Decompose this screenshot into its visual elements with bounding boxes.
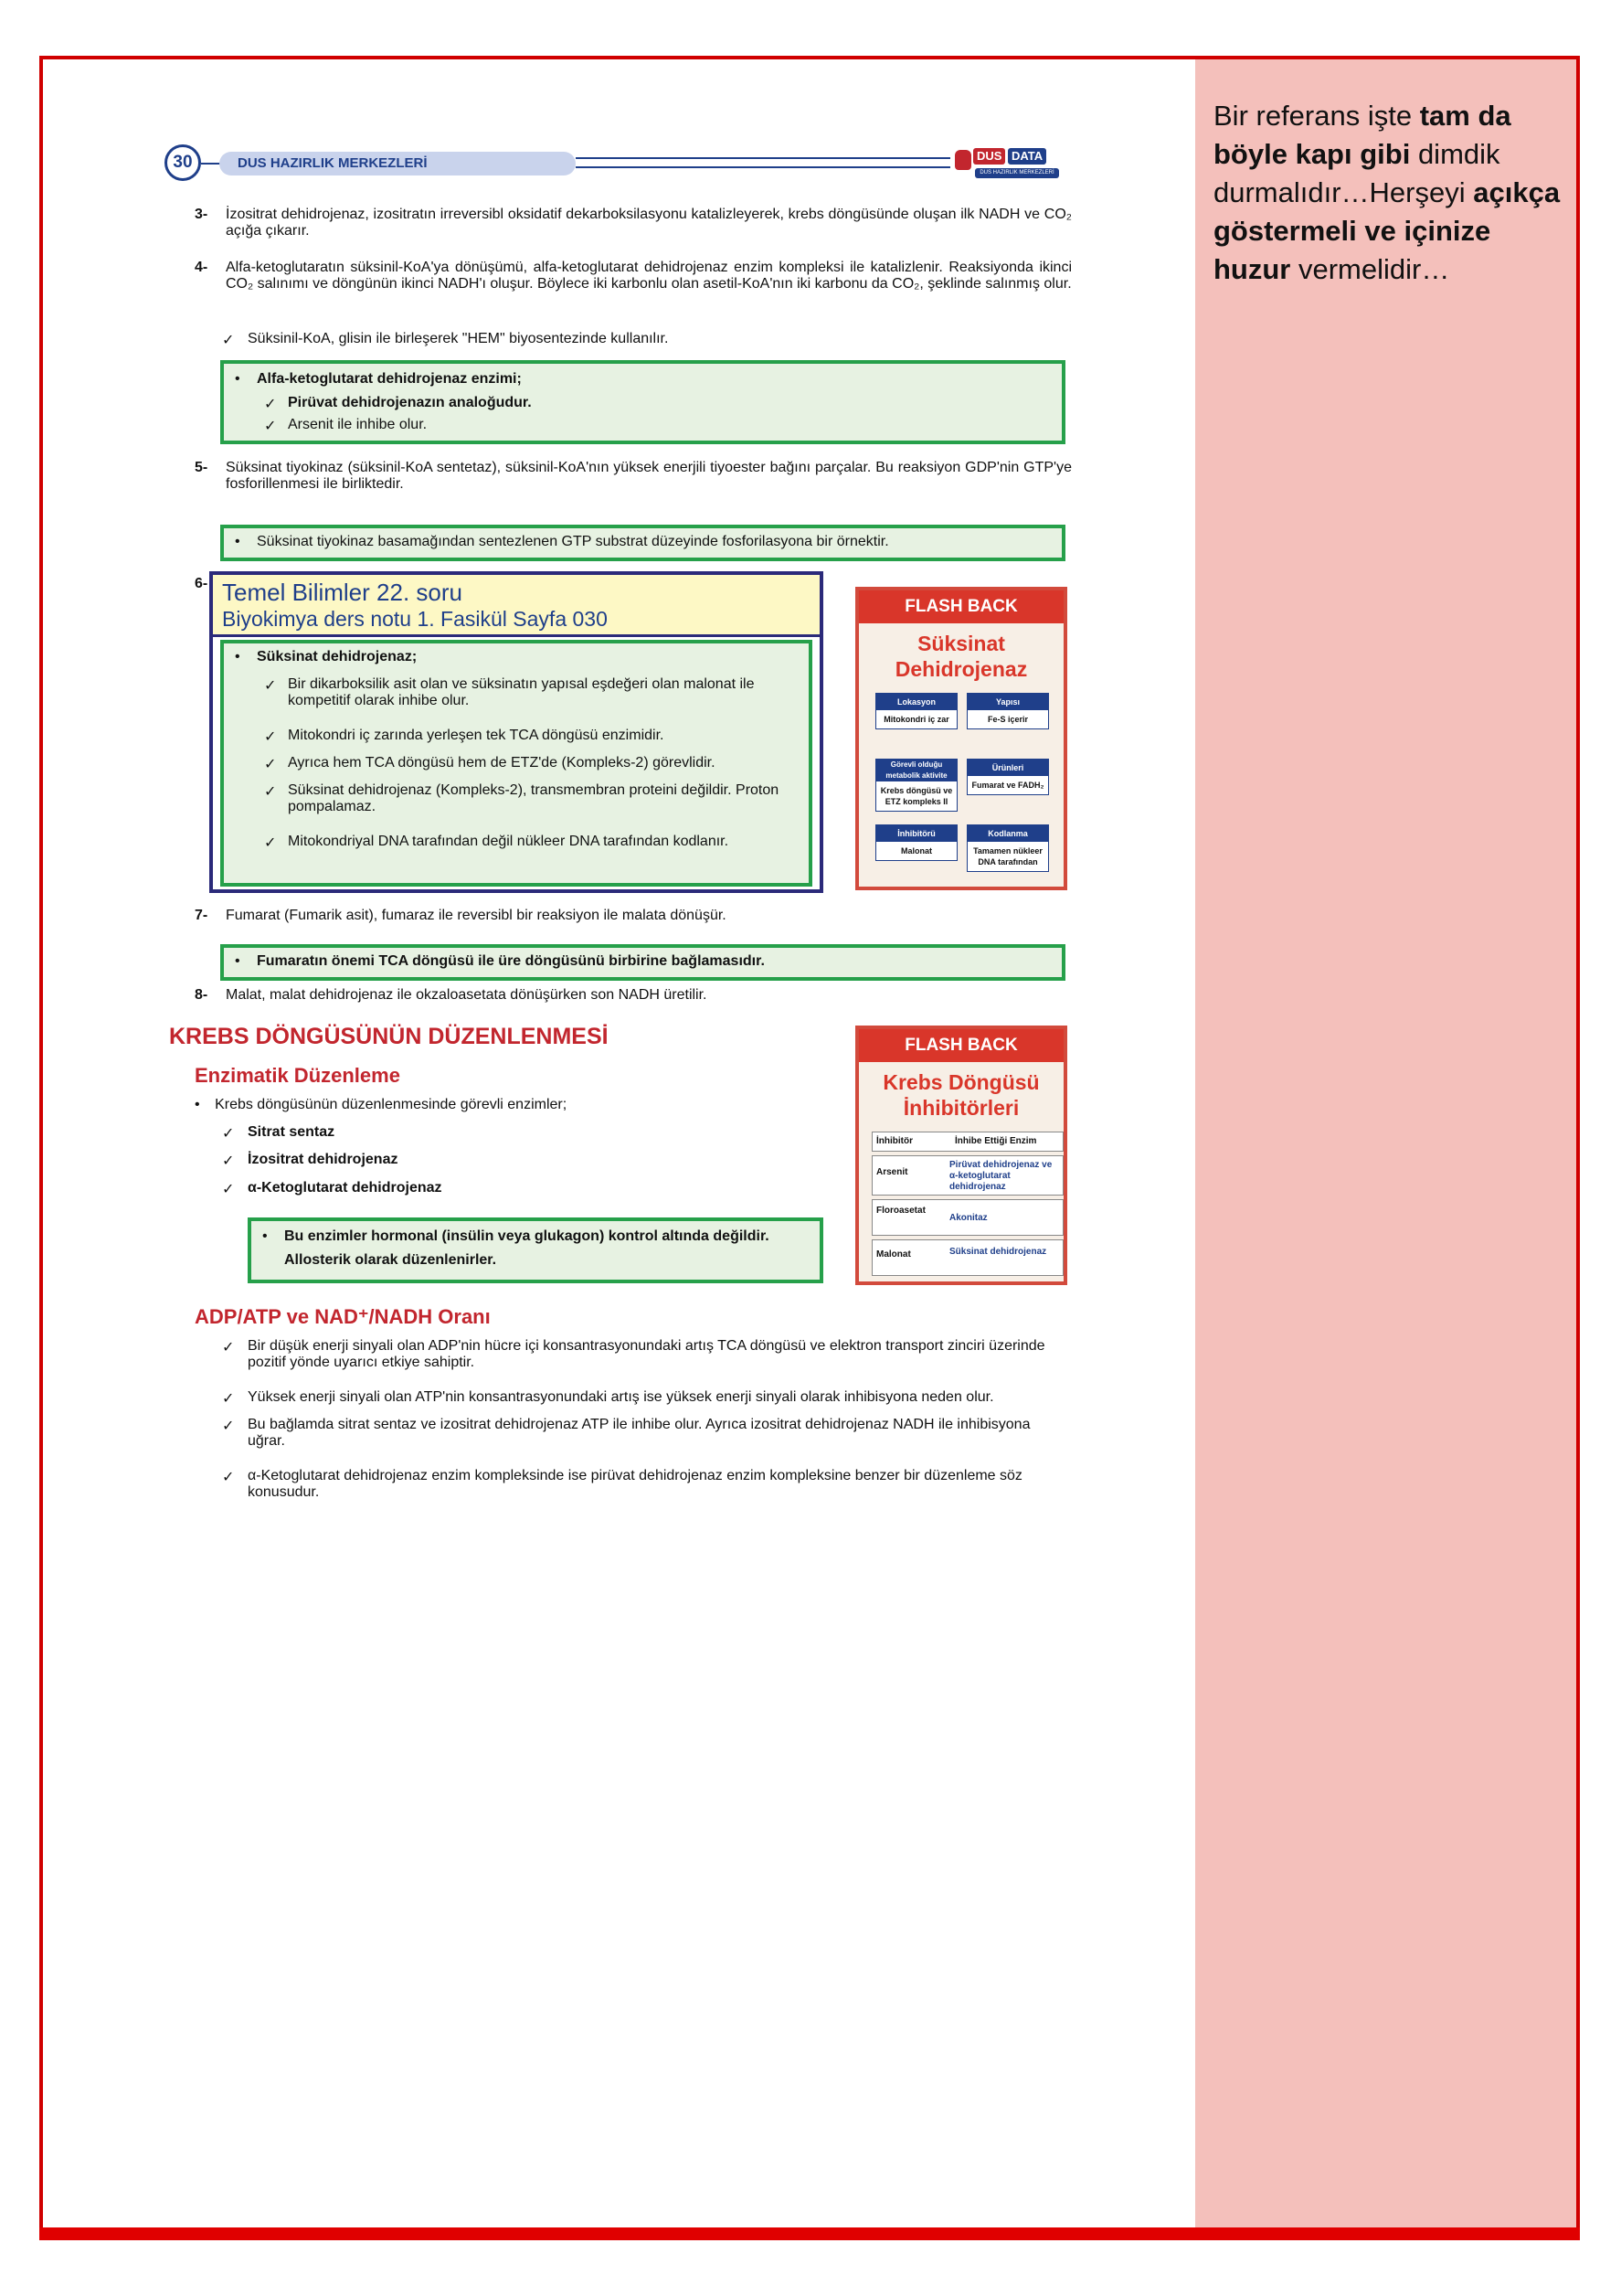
bullet-item [195,1097,567,1113]
item-number: 6- [195,576,208,591]
check-icon: ✓ [222,1153,235,1169]
check-text: Süksinil-KoA, glisin ile birleşerek "HEM" biyosentezinde kullanılır. [248,331,669,346]
flashback-cell [875,693,958,729]
bullet-icon: • [235,953,240,969]
bullet-icon: • [235,649,240,664]
flashback-header: FLASH BACK [859,590,1064,623]
dusdata-logo [955,144,1065,185]
table-cell: Malonat [876,1249,911,1260]
note-box [220,360,1065,444]
column-header: İnhibe Ettiği Enzim [955,1136,1037,1146]
flashback-header: FLASH BACK [859,1029,1064,1062]
tooth-icon [955,150,971,170]
flashback-cell [967,693,1049,729]
page-number: 30 [164,144,201,181]
logo-data: DATA [1008,148,1046,165]
logo-dus: DUS [973,148,1005,165]
note-title: Süksinat dehidrojenaz; [257,649,418,664]
table-cell: Süksinat dehidrojenaz [949,1247,1047,1257]
list-item [195,460,1072,509]
list-item [195,260,1072,333]
callout-title: Temel Bilimler 22. soru [222,579,462,606]
check-text: Süksinat dehidrojenaz (Kompleks-2), transmembran proteini değildir. Proton pompalamaz. [288,782,779,814]
check-text: α-Ketoglutarat dehidrojenaz [248,1180,442,1196]
check-icon: ✓ [264,729,277,745]
cell-body: Malonat [900,846,932,856]
flashback-card [855,587,1067,890]
bullet-text: Krebs döngüsünün düzenlenmesinde görevli enzimler; [215,1097,567,1112]
note-text: Bu enzimler hormonal (insülin veya glukagon) kontrol altında değildir. [284,1228,769,1244]
check-icon: ✓ [264,757,277,772]
flashback-cell [875,824,958,861]
check-icon: ✓ [264,784,277,800]
callout-header [213,575,820,637]
flashback-cell [967,824,1049,872]
flashback-title: Dehidrojenaz [895,657,1028,681]
table-cell: Akonitaz [949,1213,988,1223]
note-box [248,1217,823,1283]
cell-body: Tamamen nükleer DNA tarafından [973,846,1043,866]
cell-header: Yapısı [968,694,1048,710]
table-header-row [872,1132,1064,1152]
check-text: Bir dikarboksilik asit olan ve süksinatın yapısal eşdeğeri olan malonat ile kompetitif olarak inhibe olur. [288,676,755,708]
bullet-icon: • [235,534,240,549]
check-text: Bir düşük enerji sinyali olan ADP'nin hücre içi konsantrasyonundaki artış TCA döngüsü ve elektron transport zinciri üzerinde pozitif yönde uyarıcı etkiye sahiptir. [248,1338,1045,1370]
check-text: Pirüvat dehidrojenazın analoğudur. [288,395,532,410]
callout-subtitle: Biyokimya ders notu 1. Fasikül Sayfa 030 [222,607,608,631]
flashback-cell [875,759,958,812]
list-item [195,908,1072,931]
item-text: Malat, malat dehidrojenaz ile okzaloasetata dönüşürken son NADH üretilir. [226,987,707,1003]
list-item [195,987,1072,1011]
check-icon: ✓ [222,1340,235,1355]
cell-header: Görevli olduğu metabolik aktivite [876,760,957,781]
check-icon: ✓ [264,419,277,434]
check-text: Mitokondri iç zarında yerleşen tek TCA döngüsü enzimidir. [288,728,664,743]
check-text: Yüksek enerji sinyali olan ATP'nin konsantrasyonundaki artış ise yüksek enerji sinyali olarak inhibisyona neden olur. [248,1389,994,1405]
table-row [872,1199,1064,1236]
note-text: Fumaratın önemi TCA döngüsü ile üre döngüsünü birbirine bağlamasıdır. [257,953,765,969]
cell-body: Mitokondri iç zar [884,715,949,724]
check-text: α-Ketoglutarat dehidrojenaz enzim kompleksinde ise pirüvat dehidrojenaz enzim kompleksine benzer bir düzenleme söz konusudur. [248,1468,1022,1500]
check-icon: ✓ [222,1126,235,1142]
item-number: 3- [195,207,208,222]
bullet-icon: • [262,1228,268,1244]
cell-header: Lokasyon [876,694,957,710]
note-title: Alfa-ketoglutarat dehidrojenaz enzimi; [257,371,522,387]
check-icon: ✓ [264,397,277,412]
list-item [195,207,1072,256]
column-header: İnhibitör [876,1136,913,1146]
item-number: 5- [195,460,208,475]
note-text: Allosterik olarak düzenlenirler. [284,1252,497,1268]
check-icon: ✓ [222,1470,235,1485]
cell-body: Krebs döngüsü ve ETZ kompleks II [880,786,953,806]
header-title: DUS HAZIRLIK MERKEZLERİ [219,152,576,175]
check-icon: ✓ [264,835,277,851]
check-text: Ayrıca hem TCA döngüsü hem de ETZ'de (Kompleks-2) görevlidir. [288,755,715,771]
check-text: Bu bağlamda sitrat sentaz ve izositrat dehidrojenaz ATP ile inhibe olur. Ayrıca izositrat dehidrojenaz NADH ile inhibisyona uğrar. [248,1417,1031,1449]
subsection-heading: ADP/ATP ve NAD⁺/NADH Oranı [195,1305,491,1328]
check-text: Sitrat sentaz [248,1124,335,1140]
item-text: Fumarat (Fumarik asit), fumaraz ile reversibl bir reaksiyon ile malata dönüşür. [226,908,726,923]
header-rule [201,163,221,165]
check-icon: ✓ [222,333,235,348]
cell-body: Fe-S içerir [987,715,1029,724]
bottom-bar [39,2227,1580,2240]
item-number: 8- [195,987,208,1003]
subsection-heading: Enzimatik Düzenleme [195,1064,400,1087]
table-row [872,1239,1064,1276]
item-text: Süksinat tiyokinaz (süksinil-KoA sentetaz), süksinil-KoA'nın yüksek enerjili tiyoester bağını parçalar. Bu reaksiyon GDP'nin GTP'ye fosforillenmesi ile birliktedir. [226,460,1072,492]
note-box [220,640,812,887]
table-cell: Floroasetat [876,1206,926,1216]
page-header [164,144,1067,185]
flashback-card [855,1026,1067,1285]
section-heading: KREBS DÖNGÜSÜNÜN DÜZENLENMESİ [169,1024,609,1049]
note-box [220,944,1065,981]
check-text: Arsenit ile inhibe olur. [288,417,428,432]
side-note: Bir referans işte tam da böyle kapı gibi dimdik durmalıdır…Herşeyi açıkça göstermeli ve içinize huzur vermelidir… [1213,100,1561,285]
cell-header: Ürünleri [968,760,1048,776]
item-number: 7- [195,908,208,923]
table-cell: Arsenit [876,1167,908,1177]
note-box [220,525,1065,561]
check-icon: ✓ [222,1182,235,1197]
bullet-icon: • [235,371,240,387]
logo-subtitle: DUS HAZIRLIK MERKEZLERİ [975,168,1059,178]
check-icon: ✓ [222,1391,235,1407]
check-icon: ✓ [264,678,277,694]
header-rule [576,157,950,168]
flashback-cell [967,759,1049,795]
item-text: Alfa-ketoglutaratın süksinil-KoA'ya dönüşümü, alfa-ketoglutarat dehidrojenaz enzim kompleksi ile katalizlenir. Reaksiyonda ikinci CO₂ salınımı ve döngünün ikinci NADH'ı oluşur. Böylece iki karbonlu olan asetil-KoA'nın iki karbonu da CO₂, şeklinde salınmış olur. [226,260,1072,292]
flashback-title: İnhibitörleri [903,1096,1020,1120]
bullet-icon: • [195,1097,200,1112]
side-panel [1195,59,1576,2227]
flashback-title: Krebs Döngüsü [883,1070,1040,1094]
flashback-title: Süksinat [917,632,1005,655]
note-text: Süksinat tiyokinaz basamağından sentezlenen GTP substrat düzeyinde fosforilasyona bir örnektir. [257,534,889,549]
check-text: Mitokondriyal DNA tarafından değil nükleer DNA tarafından kodlanır. [288,834,729,849]
table-cell: Pirüvat dehidrojenaz ve α-ketoglutarat dehidrojenaz [949,1160,1053,1192]
check-icon: ✓ [222,1419,235,1434]
cell-header: İnhibitörü [876,825,957,842]
cell-header: Kodlanma [968,825,1048,842]
item-text: İzositrat dehidrojenaz, izositratın irreversibl oksidatif dekarboksilasyonu katalizleyerek, krebs döngüsünde oluşan ilk NADH ve CO₂ açığa çıkarır. [226,207,1072,239]
item-number: 4- [195,260,208,275]
cell-body: Fumarat ve FADH₂ [971,781,1044,790]
check-text: İzositrat dehidrojenaz [248,1152,398,1167]
table-row [872,1155,1064,1196]
